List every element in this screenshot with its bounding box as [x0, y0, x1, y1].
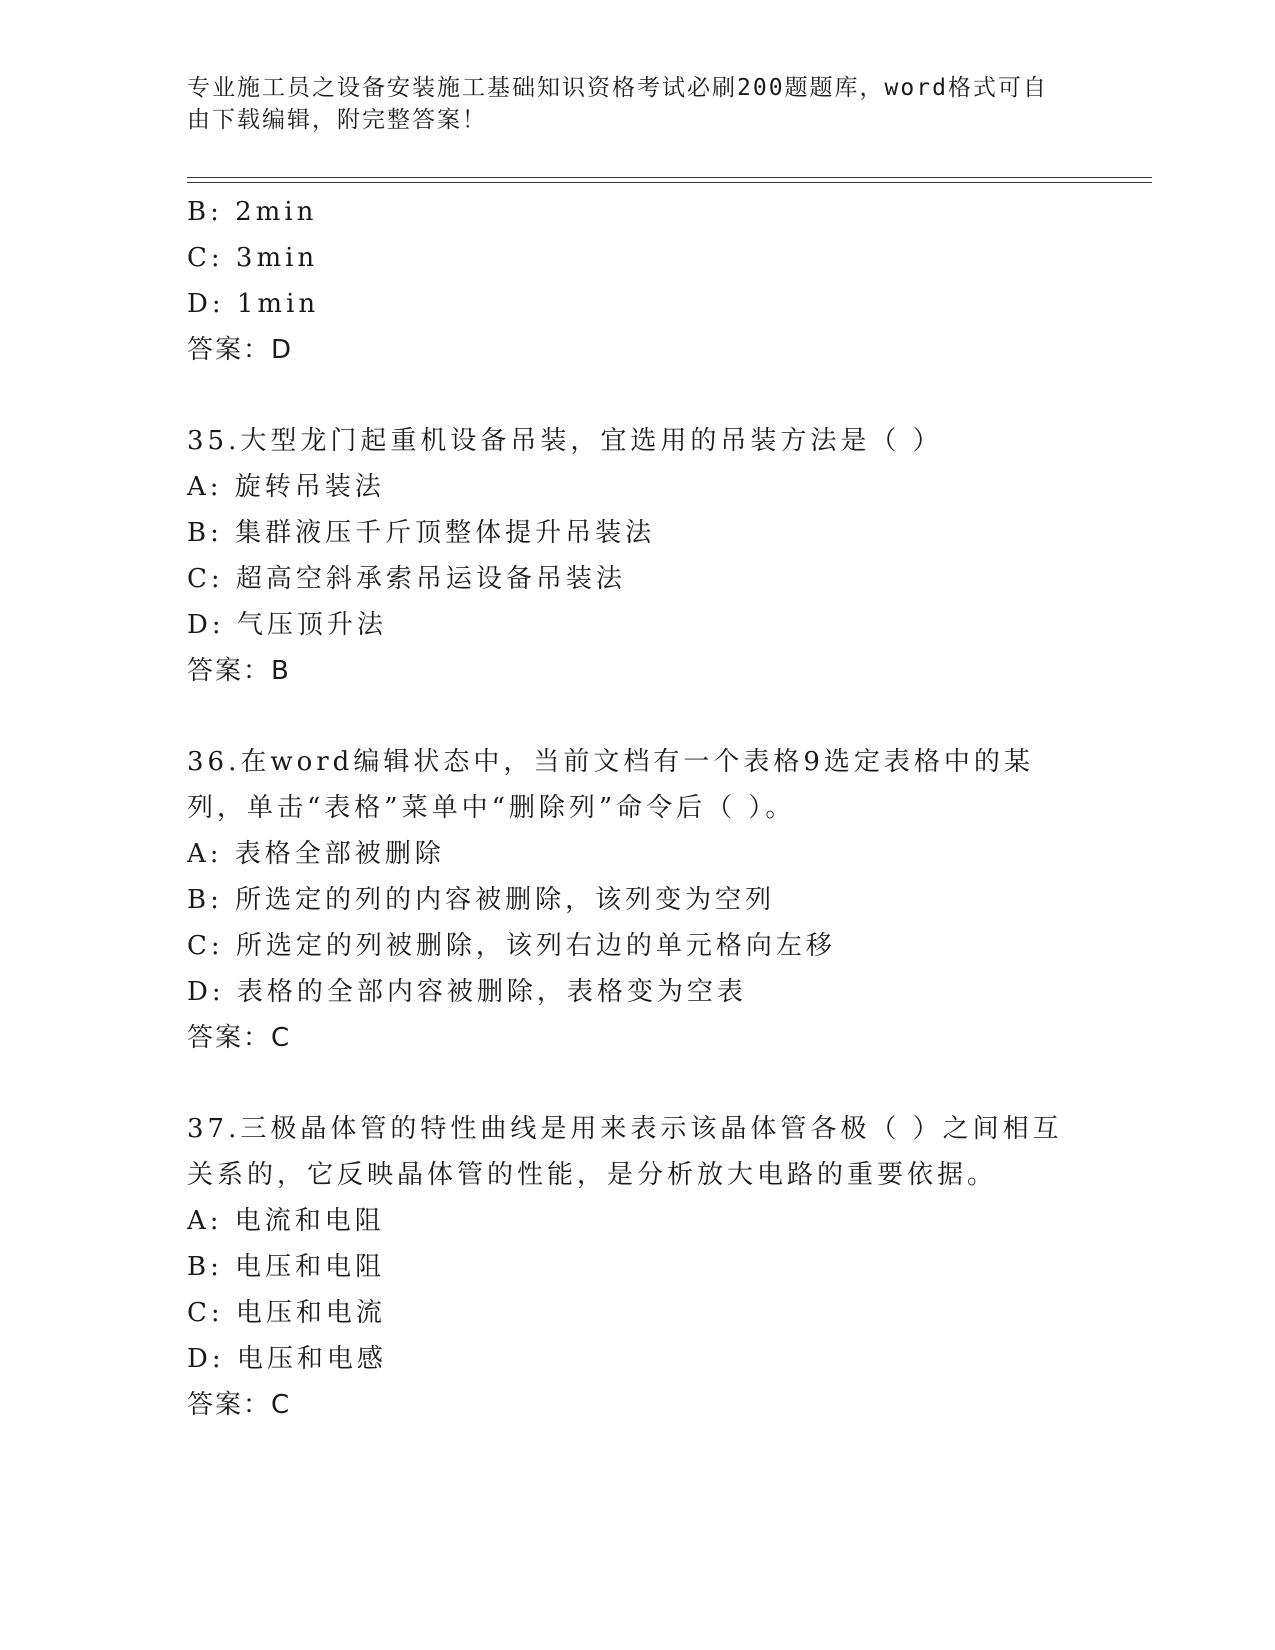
- answer-line: 答案：B: [187, 656, 291, 686]
- spacer: [187, 373, 1087, 418]
- option-d: D: 电压和电感: [187, 1344, 387, 1374]
- spacer: [187, 1061, 1087, 1106]
- option-a: A: 旋转吊装法: [187, 472, 385, 502]
- question-text: 35.大型龙门起重机设备吊装，宜选用的吊装方法是（ ）: [187, 426, 943, 456]
- option-b: B: 集群液压千斤顶整体提升吊装法: [187, 518, 656, 548]
- question-list: [187, 189, 1087, 1428]
- option-c: C: 所选定的列被删除，该列右边的单元格向左移: [187, 931, 836, 961]
- question-36-block: [187, 739, 1087, 1061]
- option-b: B: 2min: [187, 197, 318, 227]
- option-d: D: 气压顶升法: [187, 610, 387, 640]
- option-d: D: 表格的全部内容被删除，表格变为空表: [187, 977, 747, 1007]
- option-a: A: 表格全部被删除: [187, 839, 445, 869]
- question-35-block: [187, 418, 1087, 694]
- document-header: 专业施工员之设备安装施工基础知识资格考试必刷200题题库，word格式可自由下载编辑，附完整答案！: [187, 75, 1048, 133]
- option-b: B: 电压和电阻: [187, 1252, 386, 1282]
- question-text: 37.三极晶体管的特性曲线是用来表示该晶体管各极（ ）之间相互关系的，它反映晶体管的性能，是分析放大电路的重要依据。: [187, 1114, 1063, 1190]
- answer-line: 答案：D: [187, 335, 294, 365]
- answer-line: 答案：C: [187, 1023, 292, 1053]
- question-37-block: [187, 1106, 1087, 1428]
- option-b: B: 所选定的列的内容被删除，该列变为空列: [187, 885, 776, 915]
- option-c: C: 3min: [187, 243, 319, 273]
- option-d: D: 1min: [187, 289, 320, 319]
- option-c: C: 电压和电流: [187, 1298, 386, 1328]
- option-a: A: 电流和电阻: [187, 1206, 385, 1236]
- answer-line: 答案：C: [187, 1390, 292, 1420]
- question-text: 36.在word编辑状态中，当前文档有一个表格9选定表格中的某列，单击“表格”菜单中“删除列”命令后（ ）。: [187, 747, 1034, 823]
- question-34-block: [187, 189, 1087, 373]
- header-divider-bottom: [187, 182, 1152, 183]
- spacer: [187, 694, 1087, 739]
- header-divider-top: [187, 177, 1152, 178]
- option-c: C: 超高空斜承索吊运设备吊装法: [187, 564, 626, 594]
